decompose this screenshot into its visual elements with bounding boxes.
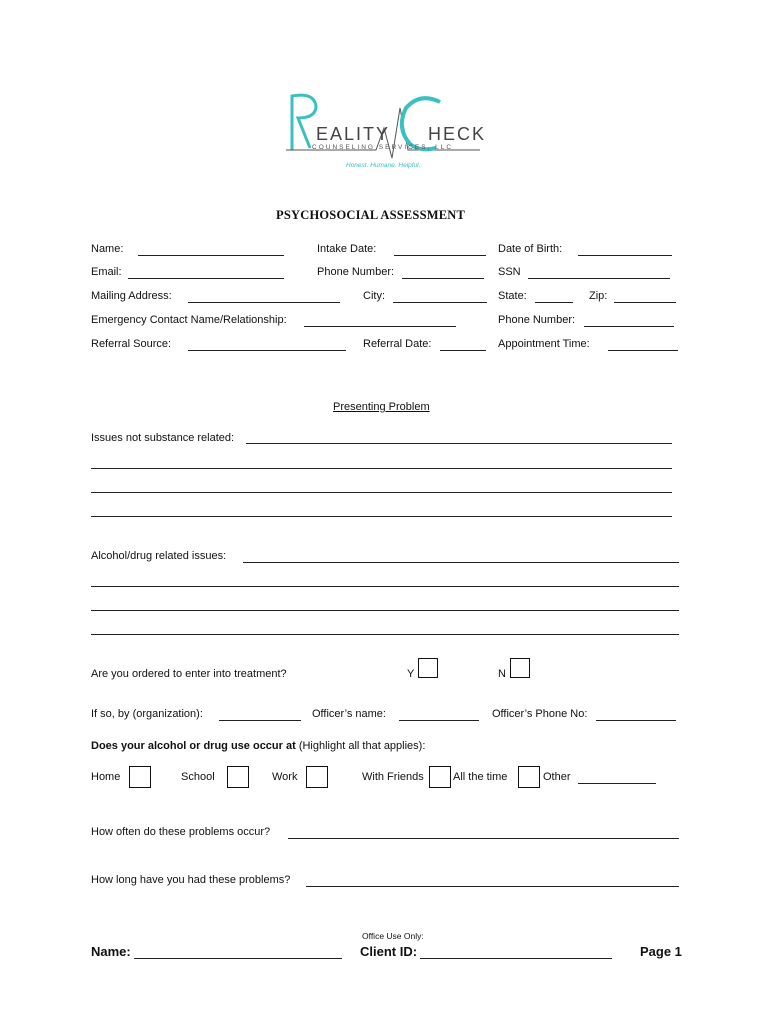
- email-label: Email:: [91, 266, 122, 278]
- intake-date-label: Intake Date:: [317, 243, 377, 255]
- office-use-label: Office Use Only:: [362, 931, 424, 941]
- svg-text:HECK: HECK: [428, 124, 487, 144]
- referral-date-field[interactable]: [440, 350, 486, 351]
- referral-source-field[interactable]: [188, 350, 346, 351]
- email-field[interactable]: [128, 278, 284, 279]
- state-field[interactable]: [535, 302, 573, 303]
- phone-field[interactable]: [402, 278, 484, 279]
- issues-field-line-3[interactable]: [91, 492, 672, 493]
- officer-phone-field[interactable]: [596, 720, 676, 721]
- emergency-phone-label: Phone Number:: [498, 314, 576, 326]
- footer-name-label: Name:: [91, 944, 131, 959]
- name-label: Name:: [91, 243, 124, 255]
- use-question-rest: (Highlight all that applies):: [298, 740, 426, 752]
- ordered-question: Are you ordered to enter into treatment?: [91, 668, 287, 680]
- officer-phone-label: Officer’s Phone No:: [492, 708, 588, 720]
- no-label: N: [498, 668, 506, 680]
- svg-text:EALITY: EALITY: [316, 124, 391, 144]
- with-friends-label: With Friends: [362, 771, 424, 783]
- presenting-problem-heading: Presenting Problem: [333, 401, 430, 413]
- use-question-bold: Does your alcohol or drug use occur at: [91, 740, 296, 752]
- referral-source-label: Referral Source:: [91, 338, 172, 350]
- with-friends-checkbox[interactable]: [429, 766, 451, 788]
- officer-name-label: Officer’s name:: [312, 708, 386, 720]
- other-field[interactable]: [578, 783, 656, 784]
- phone-label: Phone Number:: [317, 266, 395, 278]
- name-field[interactable]: [138, 255, 284, 256]
- other-label: Other: [543, 771, 571, 783]
- organization-field[interactable]: [219, 720, 301, 721]
- ssn-label: SSN: [498, 266, 521, 278]
- work-checkbox[interactable]: [306, 766, 328, 788]
- work-label: Work: [272, 771, 298, 783]
- client-id-label: Client ID:: [360, 944, 418, 959]
- mailing-address-label: Mailing Address:: [91, 290, 172, 302]
- mailing-address-field[interactable]: [188, 302, 340, 303]
- organization-label: If so, by (organization):: [91, 708, 203, 720]
- yes-checkbox[interactable]: [418, 658, 438, 678]
- logo-subtitle: COUNSELING SERVICES, LLC: [312, 144, 454, 151]
- ssn-field[interactable]: [528, 278, 670, 279]
- appointment-time-field[interactable]: [608, 350, 678, 351]
- alcohol-field-line-4[interactable]: [91, 634, 679, 635]
- no-checkbox[interactable]: [510, 658, 530, 678]
- issues-label: Issues not substance related:: [91, 432, 235, 444]
- school-label: School: [181, 771, 215, 783]
- issues-field-line-2[interactable]: [91, 468, 672, 469]
- home-label: Home: [91, 771, 121, 783]
- school-checkbox[interactable]: [227, 766, 249, 788]
- all-the-time-checkbox[interactable]: [518, 766, 540, 788]
- alcohol-field-line-2[interactable]: [91, 586, 679, 587]
- use-question: [91, 740, 425, 752]
- footer-name-field[interactable]: [134, 958, 342, 959]
- issues-field-line-4[interactable]: [91, 516, 672, 517]
- appointment-time-label: Appointment Time:: [498, 338, 590, 350]
- city-label: City:: [363, 290, 385, 302]
- dob-field[interactable]: [578, 255, 672, 256]
- client-id-field[interactable]: [420, 958, 612, 959]
- how-often-field[interactable]: [288, 838, 679, 839]
- how-long-label: How long have you had these problems?: [91, 874, 291, 886]
- page-number: Page 1: [640, 944, 682, 959]
- zip-label: Zip:: [589, 290, 608, 302]
- logo-tagline: Honest. Humane. Helpful.: [346, 162, 421, 169]
- city-field[interactable]: [393, 302, 487, 303]
- emergency-contact-field[interactable]: [304, 326, 456, 327]
- how-long-field[interactable]: [306, 886, 679, 887]
- officer-name-field[interactable]: [399, 720, 479, 721]
- alcohol-field-line-1[interactable]: [243, 562, 679, 563]
- referral-date-label: Referral Date:: [363, 338, 432, 350]
- emergency-contact-label: Emergency Contact Name/Relationship:: [91, 314, 287, 326]
- all-the-time-label: All the time: [453, 771, 508, 783]
- dob-label: Date of Birth:: [498, 243, 563, 255]
- intake-date-field[interactable]: [394, 255, 486, 256]
- emergency-phone-field[interactable]: [584, 326, 674, 327]
- yes-label: Y: [407, 668, 415, 680]
- alcohol-field-line-3[interactable]: [91, 610, 679, 611]
- zip-field[interactable]: [614, 302, 676, 303]
- alcohol-label: Alcohol/drug related issues:: [91, 550, 227, 562]
- form-title: PSYCHOSOCIAL ASSESSMENT: [276, 208, 466, 222]
- state-label: State:: [498, 290, 527, 302]
- home-checkbox[interactable]: [129, 766, 151, 788]
- issues-field-line-1[interactable]: [246, 443, 672, 444]
- how-often-label: How often do these problems occur?: [91, 826, 271, 838]
